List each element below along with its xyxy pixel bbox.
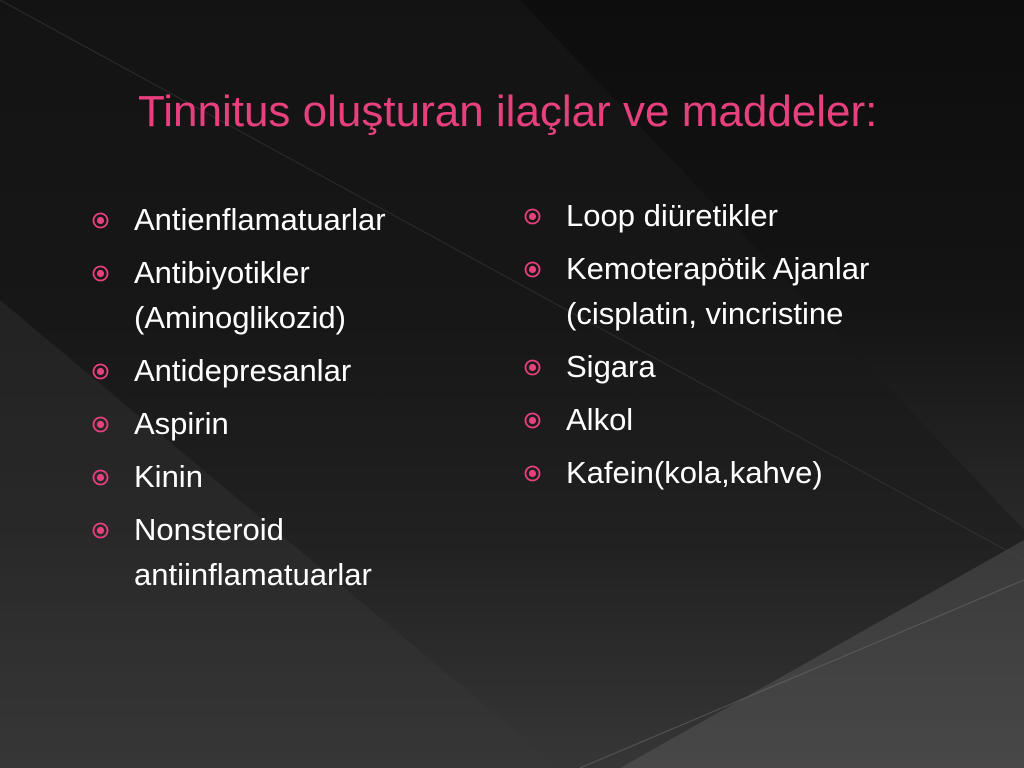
list-item bbox=[92, 348, 492, 393]
circled-dot-bullet-icon bbox=[524, 208, 541, 225]
circled-dot-bullet-icon bbox=[92, 363, 109, 380]
list-item-label: Antidepresanlar bbox=[134, 353, 352, 388]
list-item-label: Aspirin bbox=[134, 406, 229, 441]
circled-dot-bullet-icon bbox=[92, 416, 109, 433]
list-item bbox=[92, 197, 492, 242]
circled-dot-bullet-icon bbox=[92, 469, 109, 486]
circled-dot-bullet-icon bbox=[92, 522, 109, 539]
circled-dot-bullet-icon bbox=[524, 261, 541, 278]
left-bullet-list bbox=[92, 197, 492, 605]
list-item-label: Kinin bbox=[134, 459, 203, 494]
list-item-label: Nonsteroid antiinflamatuarlar bbox=[134, 512, 372, 592]
circled-dot-bullet-icon bbox=[524, 359, 541, 376]
list-item-label: Kemoterapötik Ajanlar (cisplatin, vincristine bbox=[566, 251, 870, 331]
list-item-label: Loop diüretikler bbox=[566, 198, 778, 233]
list-item-label: Kafein(kola,kahve) bbox=[566, 455, 823, 490]
right-bullet-list bbox=[524, 193, 1004, 503]
list-item bbox=[92, 507, 492, 597]
list-item-label: Alkol bbox=[566, 402, 634, 437]
list-item-label: Antibiyotikler (Aminoglikozid) bbox=[134, 255, 346, 335]
list-item bbox=[524, 344, 1004, 389]
circled-dot-bullet-icon bbox=[92, 212, 109, 229]
list-item bbox=[524, 397, 1004, 442]
slide-title: Tinnitus oluşturan ilaçlar ve maddeler: bbox=[138, 87, 878, 136]
list-item bbox=[92, 401, 492, 446]
list-item bbox=[524, 193, 1004, 238]
circled-dot-bullet-icon bbox=[92, 265, 109, 282]
list-item bbox=[92, 250, 492, 340]
circled-dot-bullet-icon bbox=[524, 412, 541, 429]
list-item-label: Antienflamatuarlar bbox=[134, 202, 386, 237]
circled-dot-bullet-icon bbox=[524, 465, 541, 482]
list-item bbox=[92, 454, 492, 499]
list-item-label: Sigara bbox=[566, 349, 656, 384]
list-item bbox=[524, 450, 1004, 495]
list-item bbox=[524, 246, 1004, 336]
